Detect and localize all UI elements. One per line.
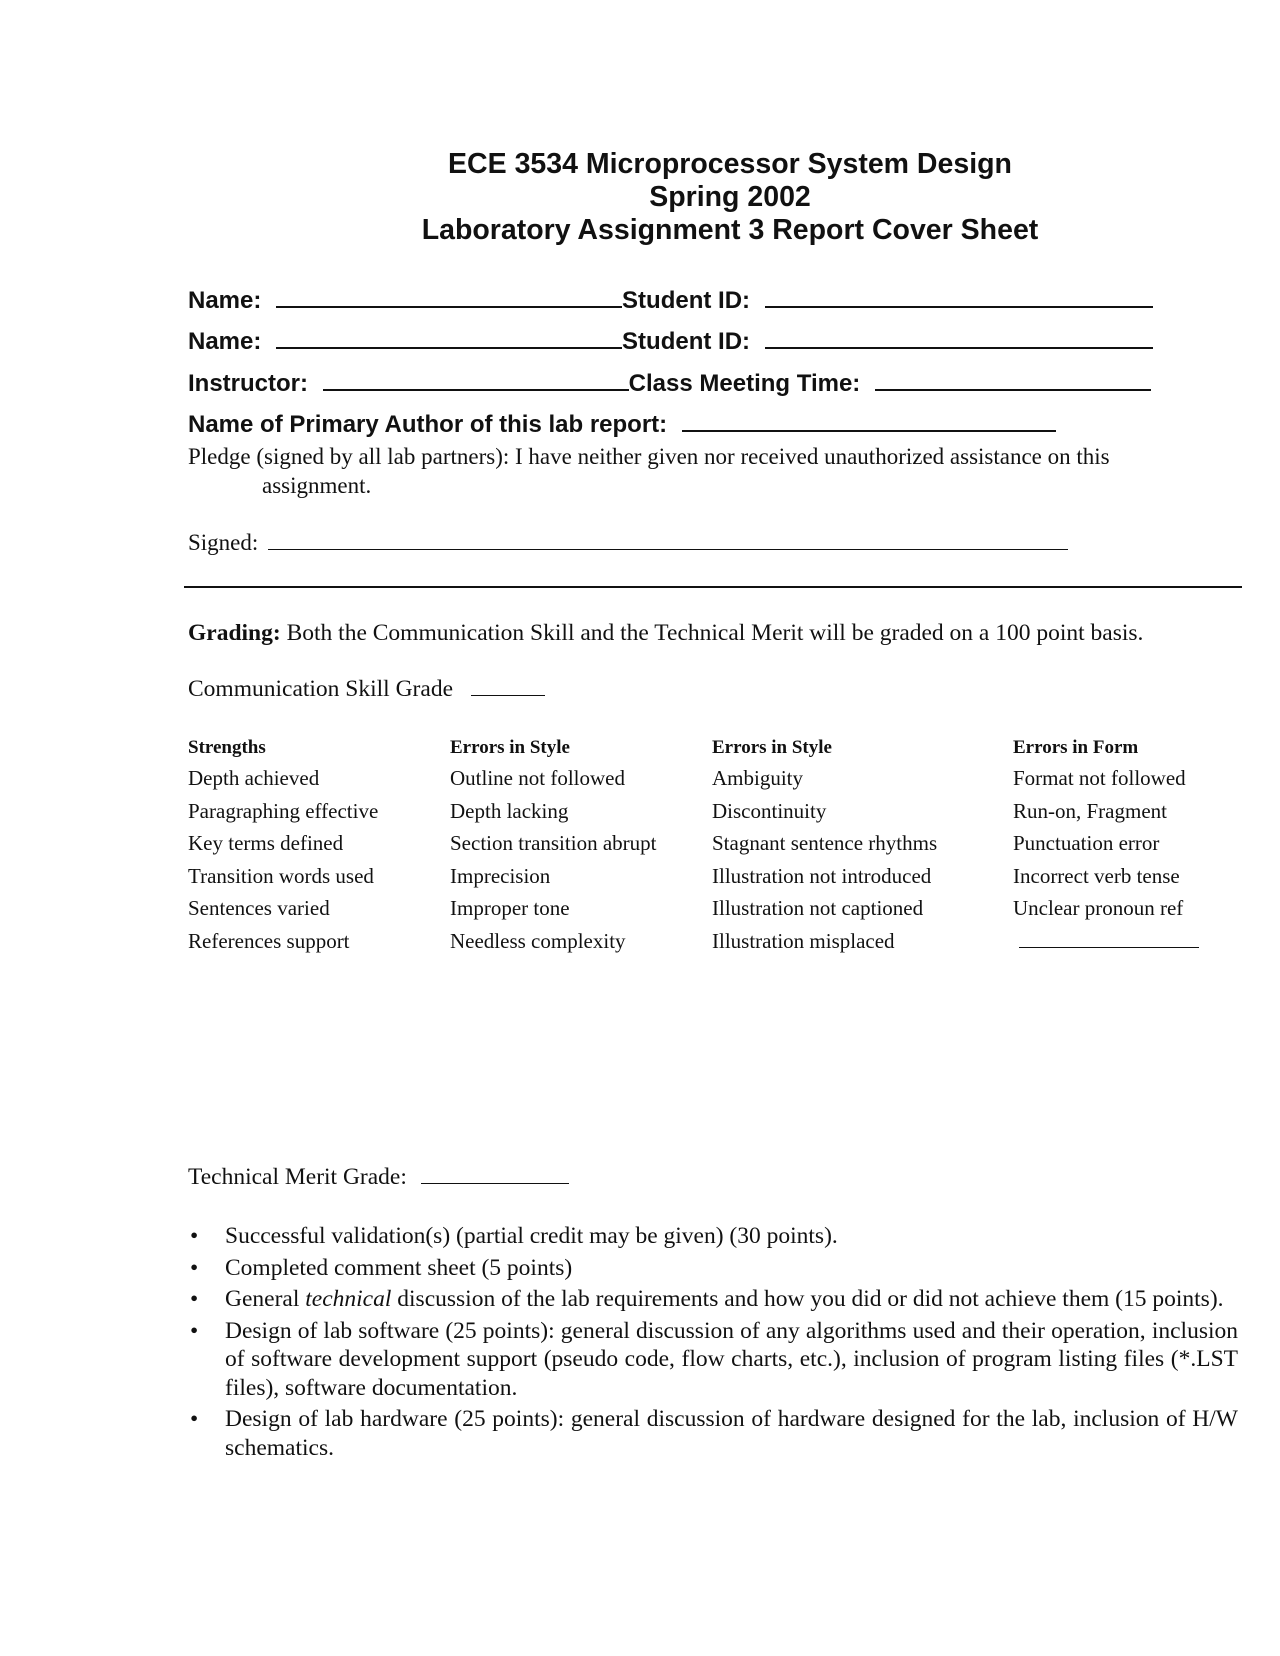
title-block	[0, 148, 1280, 247]
section-divider	[184, 586, 1242, 588]
primary-author-row	[188, 410, 1056, 440]
name-field-2[interactable]	[276, 327, 622, 349]
pledge-text	[188, 442, 1238, 500]
list-item: Illustration not introduced	[712, 863, 932, 888]
bullet-icon: •	[190, 1317, 199, 1344]
bullet-icon: •	[190, 1286, 199, 1312]
pledge-line-2: assignment.	[262, 473, 372, 498]
grading-text: Both the Communication Skill and the Technical Merit will be graded on a 100 point basis.	[286, 620, 1144, 646]
list-item: Transition words used	[188, 863, 374, 888]
communication-grade-label: Communication Skill Grade	[188, 676, 453, 702]
course-title: ECE 3534 Microprocessor System Design	[448, 148, 1012, 180]
list-item: Needless complexity	[450, 928, 626, 953]
errors-in-form-column	[1013, 734, 1199, 957]
list-item	[188, 1285, 1238, 1314]
criterion-text: Completed comment sheet (5 points)	[225, 1254, 573, 1281]
list-item: Ambiguity	[712, 766, 804, 790]
list-item: Unclear pronoun ref	[1013, 896, 1184, 920]
student-id-field-1[interactable]	[765, 286, 1153, 308]
name-label: Name:	[188, 287, 262, 314]
student-id-label: Student ID:	[622, 287, 751, 314]
list-item	[188, 1317, 1238, 1403]
list-item: Illustration not captioned	[712, 896, 924, 920]
list-item: Section transition abrupt	[450, 831, 657, 855]
list-item: Illustration misplaced	[712, 928, 895, 953]
list-item: Key terms defined	[188, 831, 344, 855]
bullet-icon: •	[190, 1223, 199, 1249]
column-header: Strengths	[188, 737, 266, 758]
criterion-text: Design of lab software (25 points): general discussion of any algorithms used and their operation, inclusion of software development support (pseudo code, flow charts, etc.), inclusion of program listing files (*.LST files), software documentation.	[225, 1317, 1238, 1401]
pledge-line-1: Pledge (signed by all lab partners): I have neither given nor received unauthorized assistance on this	[188, 444, 1110, 469]
list-item: Sentences varied	[188, 896, 330, 920]
signature-row	[188, 530, 1068, 556]
column-header: Errors in Style	[712, 737, 832, 758]
criterion-text: General	[225, 1286, 306, 1312]
name-field-1[interactable]	[276, 286, 622, 308]
class-time-label: Class Meeting Time:	[628, 370, 861, 397]
class-time-field[interactable]	[875, 369, 1151, 391]
name-row-2	[188, 327, 1153, 357]
primary-author-field[interactable]	[682, 410, 1056, 432]
errors-in-style-column-2	[712, 734, 937, 957]
communication-grade-field[interactable]	[471, 677, 545, 696]
signature-field[interactable]	[268, 531, 1068, 550]
list-item: Stagnant sentence rhythms	[712, 831, 938, 855]
technical-criteria-list	[188, 1222, 1238, 1465]
communication-grade-row	[188, 676, 545, 703]
instructor-row	[188, 369, 1151, 399]
semester-title: Spring 2002	[649, 181, 811, 213]
name-label: Name:	[188, 328, 262, 355]
list-item	[188, 1405, 1238, 1462]
list-item	[188, 1254, 1238, 1283]
grading-statement	[188, 620, 1143, 647]
criterion-text: Successful validation(s) (partial credit may be given) (30 points).	[225, 1223, 838, 1249]
list-item: Improper tone	[450, 896, 570, 920]
list-item	[188, 1222, 1238, 1251]
list-item: Depth lacking	[450, 798, 569, 823]
other-error-field[interactable]	[1019, 927, 1199, 948]
instructor-label: Instructor:	[188, 370, 308, 397]
grading-label: Grading:	[188, 620, 281, 646]
list-item: Discontinuity	[712, 798, 827, 823]
errors-in-style-column-1	[450, 734, 656, 957]
list-item: Punctuation error	[1013, 831, 1160, 855]
list-item: Run-on, Fragment	[1013, 798, 1167, 823]
criterion-text: discussion of the lab requirements and how you did or did not achieve them (15 points).	[391, 1286, 1224, 1312]
column-header: Errors in Style	[450, 737, 570, 758]
student-id-field-2[interactable]	[765, 327, 1153, 349]
column-header: Errors in Form	[1013, 737, 1139, 758]
list-item: Outline not followed	[450, 766, 625, 790]
technical-grade-label: Technical Merit Grade:	[188, 1164, 407, 1190]
other-error-entry	[1013, 925, 1199, 958]
assignment-title: Laboratory Assignment 3 Report Cover Sheet	[421, 214, 1039, 246]
name-row-1	[188, 286, 1153, 316]
student-id-label: Student ID:	[622, 328, 751, 355]
technical-grade-field[interactable]	[421, 1165, 569, 1184]
list-item: Paragraphing effective	[188, 798, 379, 823]
signed-label: Signed:	[188, 530, 259, 555]
technical-grade-row	[188, 1164, 569, 1191]
criterion-emphasis: technical	[305, 1286, 392, 1312]
bullet-icon: •	[190, 1254, 199, 1281]
instructor-field[interactable]	[323, 369, 629, 391]
bullet-icon: •	[190, 1406, 199, 1432]
list-item: Format not followed	[1013, 766, 1186, 790]
strengths-column	[188, 734, 378, 957]
criterion-text: Design of lab hardware (25 points): general discussion of hardware designed for the lab, inclusion of H/W schematics.	[225, 1406, 1238, 1461]
list-item: References support	[188, 928, 350, 953]
list-item: Incorrect verb tense	[1013, 863, 1180, 888]
list-item: Depth achieved	[188, 766, 320, 790]
primary-author-label: Name of Primary Author of this lab report:	[188, 411, 668, 438]
list-item: Imprecision	[450, 863, 551, 888]
